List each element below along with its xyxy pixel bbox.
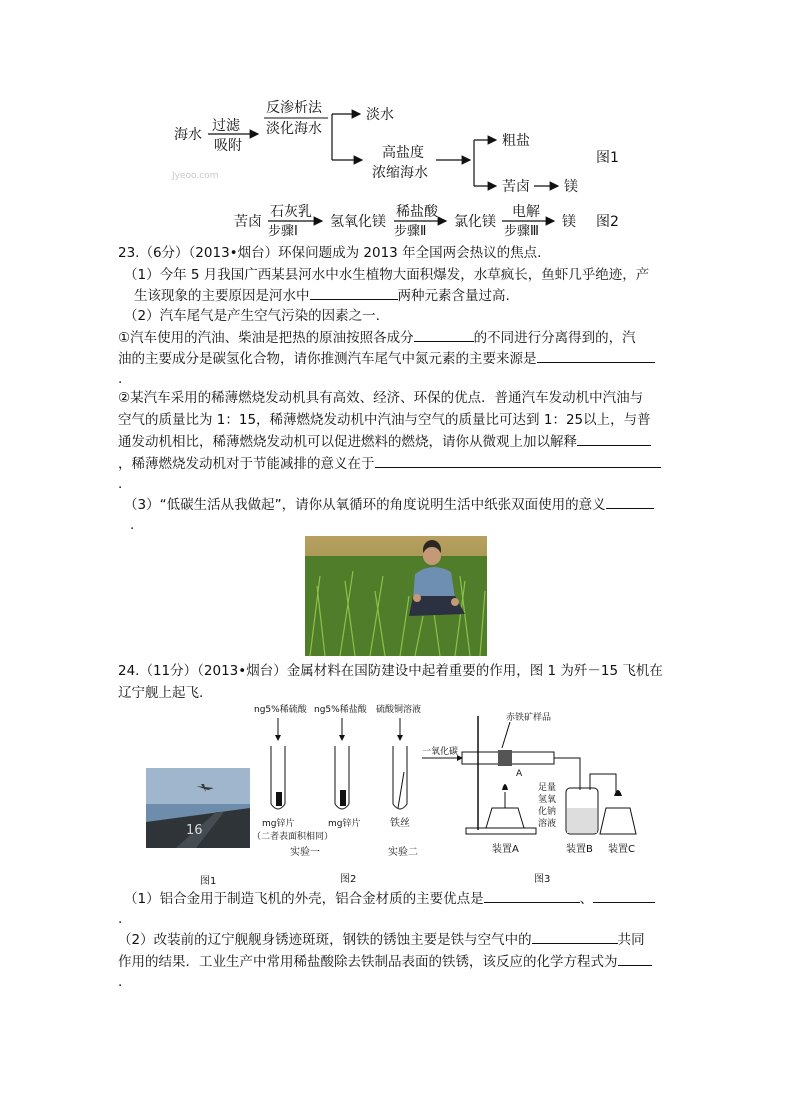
- q24-part2-b-text: 作用的结果．工业生产中常用稀盐酸除去铁制品表面的铁锈，该反应的化学方程式为: [118, 954, 618, 970]
- q23-part2-b: [118, 348, 678, 370]
- q24-blank-adv2[interactable]: [593, 888, 655, 903]
- flow1-watermark: Jyeoo.com: [172, 171, 219, 181]
- flow1-method-1: 反渗析法: [266, 100, 322, 116]
- jet-takeoff-photo: [146, 768, 250, 848]
- fig2-reagent1: ng5%稀硫酸: [254, 705, 307, 715]
- flow2-end: 镁: [562, 214, 576, 230]
- q23-part2-b-text: 油的主要成分是碳氢化合物，请你推测汽车尾气中氮元素的主要来源是: [118, 351, 537, 367]
- q23-blank-elements[interactable]: [310, 285, 398, 300]
- q24-part2-a: [118, 929, 678, 951]
- fig2-exp1: 实验一: [290, 847, 320, 858]
- q23-part3-d: [118, 453, 678, 475]
- q24-part2-b: [118, 951, 678, 973]
- fig3-a: A: [516, 769, 523, 779]
- fig3-ore: 赤铁矿样品: [506, 713, 552, 723]
- flow2-mid2: 氯化镁: [454, 214, 496, 230]
- q23-part3-c: [118, 431, 678, 453]
- q23-blank-paper[interactable]: [606, 494, 654, 509]
- flow1-bittern: 苦卤: [502, 179, 530, 195]
- fig1-caption: 图1: [200, 876, 217, 887]
- flow2-step1-top: 石灰乳: [270, 204, 312, 220]
- fig3-naoh3: 化钠: [538, 807, 557, 817]
- q24-part1: [124, 888, 684, 910]
- q24-part2-a-end: 共同: [617, 932, 645, 948]
- q23-part2-c: .: [118, 371, 123, 387]
- q24-part1-b: .: [118, 911, 123, 927]
- q23-blank-meaning[interactable]: [375, 453, 661, 468]
- q24-blank-rust[interactable]: [532, 929, 618, 944]
- fig2-caption: 图2: [340, 874, 357, 885]
- fig2-fe: 铁丝: [390, 818, 410, 829]
- fig3-co: 一氧化碳: [422, 747, 459, 757]
- q23-blank-nitrogen[interactable]: [537, 348, 655, 363]
- fig2-reagent2: ng5%稀盐酸: [314, 705, 367, 715]
- fig3-caption: 图3: [534, 874, 551, 885]
- flow1-arrow1-bottom: 吸附: [214, 138, 242, 154]
- fig3-devB: 装置B: [566, 844, 593, 855]
- flow2-step3-bottom: 步骤Ⅲ: [504, 224, 539, 239]
- fig2-zn: mg锌片: [262, 819, 295, 829]
- q24-heading-b: 辽宁舰上起飞.: [118, 685, 204, 701]
- fig3-devA: 装置A: [492, 844, 519, 855]
- q23-part1-b-end: 两种元素含量过高.: [397, 288, 510, 304]
- q23-part3-b: 空气的质量比为 1：15，稀薄燃烧发动机中汽油与空气的质量比可达到 1：25以上，与普: [118, 412, 651, 428]
- flow2-start: 苦卤: [234, 214, 262, 230]
- q24-blank-adv1[interactable]: [484, 888, 580, 903]
- flow2-step2-top: 稀盐酸: [396, 204, 438, 220]
- fig2-note: （二者表面积相同）: [252, 832, 334, 842]
- fig2-exp2: 实验二: [388, 847, 418, 858]
- flow2-fig-label: 图2: [596, 214, 619, 230]
- q23-part2-a-text: ①汽车使用的汽油、柴油是把热的原油按照各成分: [118, 330, 414, 346]
- fig2-zn2: mg锌片: [328, 819, 361, 829]
- fig1-caption-wrap: [190, 870, 230, 890]
- q24-part2-a-text: （2）改装前的辽宁舰舰身锈迹斑斑，钢铁的锈蚀主要是铁与空气中的: [118, 932, 532, 948]
- q24-part1-sep: 、: [579, 891, 594, 907]
- q23-part3-a: ②某汽车采用的稀薄燃烧发动机具有高效、经济、环保的优点．普通汽车发动机中汽油与: [118, 390, 644, 406]
- q23-part3-c-text: 通发动机相比，稀薄燃烧发动机可以促进燃料的燃烧，请你从微观上加以解释: [118, 434, 577, 450]
- q23-part4-b: .: [130, 517, 135, 533]
- flow1-fresh-water: 淡水: [366, 107, 394, 123]
- fig3-naoh4: 溶液: [538, 819, 557, 829]
- flow1-method-2: 淡化海水: [266, 121, 322, 137]
- q24-heading-a: 24.（11分）（2013•烟台）金属材料在国防建设中起着重要的作用，图 1 为歼－15 飞机在: [118, 663, 663, 679]
- flow2-step1-bottom: 步骤Ⅰ: [268, 224, 298, 239]
- q23-part1-a: （1）今年 5 月我国广西某县河水中水生植物大面积爆发，水草疯长，鱼虾几乎绝迹，产: [124, 267, 650, 283]
- flow1-arrow1-top: 过滤: [212, 118, 240, 134]
- q23-part3-e: .: [118, 476, 123, 492]
- q23-part2-a: [118, 327, 678, 349]
- test-tube-figure: [248, 700, 448, 890]
- flow2-step3-top: 电解: [512, 204, 540, 220]
- seawater-flow-diagram: [0, 90, 790, 240]
- apparatus-figure: [420, 712, 660, 890]
- fig3-devC: 装置C: [608, 844, 635, 855]
- flow1-crude-salt: 粗盐: [502, 133, 530, 149]
- flow2-mid1: 氢氧化镁: [330, 214, 386, 230]
- flow1-brine-2: 浓缩海水: [372, 165, 428, 181]
- q23-part2: （2）汽车尾气是产生空气污染的因素之一.: [124, 308, 380, 324]
- q24-blank-equation[interactable]: [618, 951, 652, 966]
- deck-number: 16: [186, 823, 203, 838]
- fig2-reagent3: 硫酸铜溶液: [376, 705, 422, 715]
- q23-part1-b-text: 生该现象的主要原因是河水中: [134, 288, 310, 304]
- fig3-naoh2: 氢氧: [538, 795, 557, 805]
- q23-part1-b: [134, 285, 694, 307]
- q23-part4-text: （3）“低碳生活从我做起”，请你从氧循环的角度说明生活中纸张双面使用的意义: [124, 497, 606, 513]
- flow1-start: 海水: [174, 127, 202, 143]
- q24-part1-text: （1）铝合金用于制造飞机的外壳，铝合金材质的主要优点是: [124, 891, 484, 907]
- q23-blank-separation[interactable]: [414, 327, 474, 342]
- q23-blank-micro[interactable]: [577, 431, 651, 446]
- q23-heading: 23.（6分）（2013•烟台）环保问题成为 2013 年全国两会热议的焦点.: [118, 245, 542, 261]
- farmer-photo: [305, 536, 487, 656]
- q23-part2-a-end: 的不同进行分离得到的，汽: [473, 330, 636, 346]
- q23-part3-d-text: ，稀薄燃烧发动机对于节能减排的意义在于: [118, 456, 375, 472]
- flow2-step2-bottom: 步骤Ⅱ: [394, 224, 427, 239]
- fig3-naoh1: 足量: [538, 783, 557, 793]
- q23-part4: [124, 494, 684, 516]
- flow1-brine-1: 高盐度: [382, 145, 424, 161]
- q24-part2-c: .: [118, 974, 123, 990]
- flow1-fig-label: 图1: [596, 150, 619, 166]
- flow1-magnesium: 镁: [564, 179, 578, 195]
